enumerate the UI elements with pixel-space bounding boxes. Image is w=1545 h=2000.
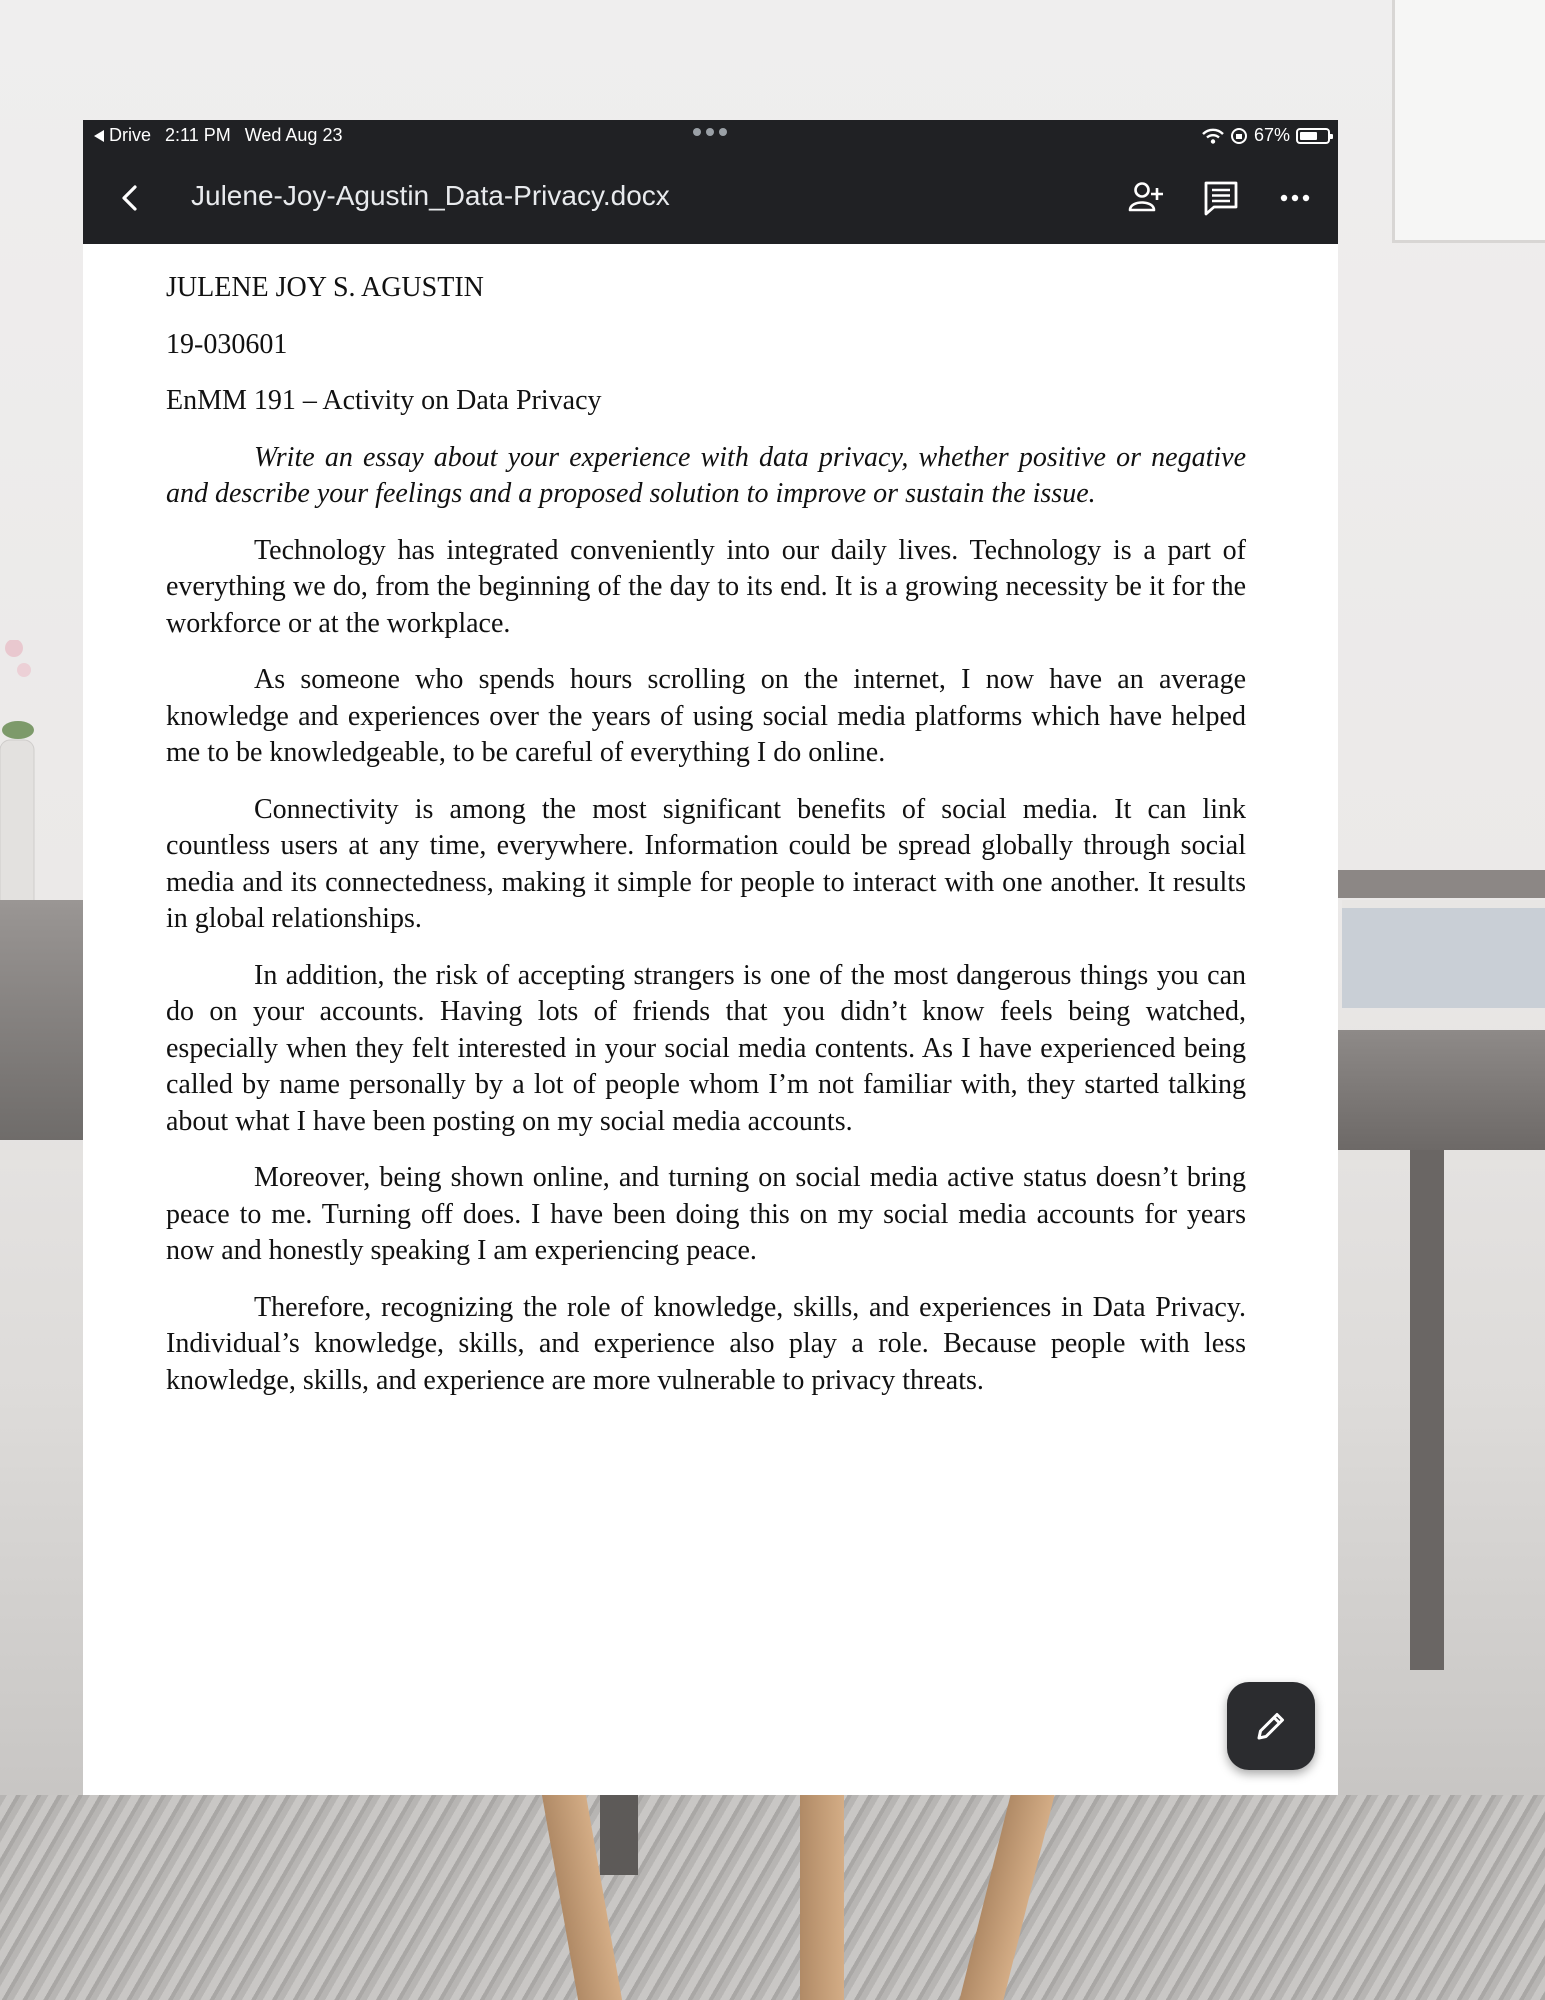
status-bar — [83, 120, 1338, 152]
battery-icon — [1296, 128, 1330, 144]
back-app-label: Drive — [109, 125, 152, 145]
author-name: JULENE JOY S. AGUSTIN — [166, 272, 484, 303]
background-plant — [0, 640, 36, 940]
add-person-icon[interactable] — [1126, 178, 1166, 218]
status-date: Wed Aug 23 — [244, 125, 343, 145]
student-id: 19-030601 — [166, 328, 288, 360]
multitasking-dots[interactable] — [693, 128, 727, 136]
essay-paragraph: Technology has integrated conveniently into our daily lives. Technology is a part of everything we do, from the beginning of the day to its end. It is a growing necessity be it for the workforce or at the workplace. — [166, 534, 1246, 639]
essay-paragraph: In addition, the risk of accepting strangers is one of the most dangerous things you can do on your accounts. Having lots of friends that you didn’t know feels being watched, especially when they felt interested in your social media contents. As I have experienced being called by name personally by a lot of people whom I’m not familiar with, they started talking about what I have been posting on my social media accounts. — [166, 959, 1246, 1137]
background-folder — [1342, 900, 1545, 1008]
background-chair-leg — [800, 1795, 844, 2000]
essay-paragraph: Moreover, being shown online, and turning on social media active status doesn’t bring peace to me. Turning off does. I have been doing this on my social media accounts for years now and honestly speaking I am experiencing peace. — [166, 1162, 1246, 1266]
background-rug — [0, 1795, 1545, 2000]
essay-paragraph: Therefore, recognizing the role of knowledge, skills, and experiences in Data Privacy. Individual’s knowledge, skills, and experience also play a role. Because people with less knowledge, skills, and experience are more vulnerable to privacy threats. — [166, 1291, 1246, 1396]
back-to-app-link[interactable] — [93, 125, 151, 146]
back-triangle-icon — [93, 129, 105, 143]
back-arrow-icon[interactable] — [113, 180, 149, 216]
document-viewer — [83, 120, 1338, 1795]
essay-paragraph: As someone who spends hours scrolling on the internet, I now have an average knowledge and experiences over the years of using social media platforms which have helped me to be knowledgeable, to be careful of everything I do online. — [166, 664, 1246, 768]
battery-percent: 67% — [1253, 125, 1290, 145]
comments-icon[interactable] — [1201, 178, 1241, 218]
more-icon[interactable] — [1275, 178, 1315, 218]
status-time: 2:11 PM — [165, 125, 231, 145]
edit-button[interactable] — [1227, 1682, 1315, 1770]
background-desk — [1338, 870, 1545, 898]
file-name: Julene-Joy-Agustin_Data-Privacy.docx — [191, 180, 670, 211]
toolbar — [83, 152, 1338, 244]
essay-prompt: Write an essay about your experience with data privacy, whether positive or negative and describe your feelings and a proposed solution to improve or sustain the issue. — [166, 441, 1246, 509]
background-chair-leg — [600, 1795, 638, 1875]
document-body — [166, 270, 1246, 1419]
background-frame — [1392, 0, 1545, 243]
essay-paragraph: Connectivity is among the most significant benefits of social media. It can link countless users at any time, everywhere. Information could be spread globally through social media and its connectedness, making it simple for people to interact with one another. It results in global relationships. — [166, 793, 1246, 934]
background-desk-top — [1338, 1030, 1545, 1150]
background-desk-leg — [1410, 1150, 1444, 1670]
pencil-icon — [1251, 1706, 1291, 1746]
wifi-icon — [1202, 128, 1224, 144]
course-title: EnMM 191 – Activity on Data Privacy — [166, 385, 602, 416]
background-table — [0, 900, 90, 1140]
orientation-lock-icon — [1230, 127, 1248, 145]
